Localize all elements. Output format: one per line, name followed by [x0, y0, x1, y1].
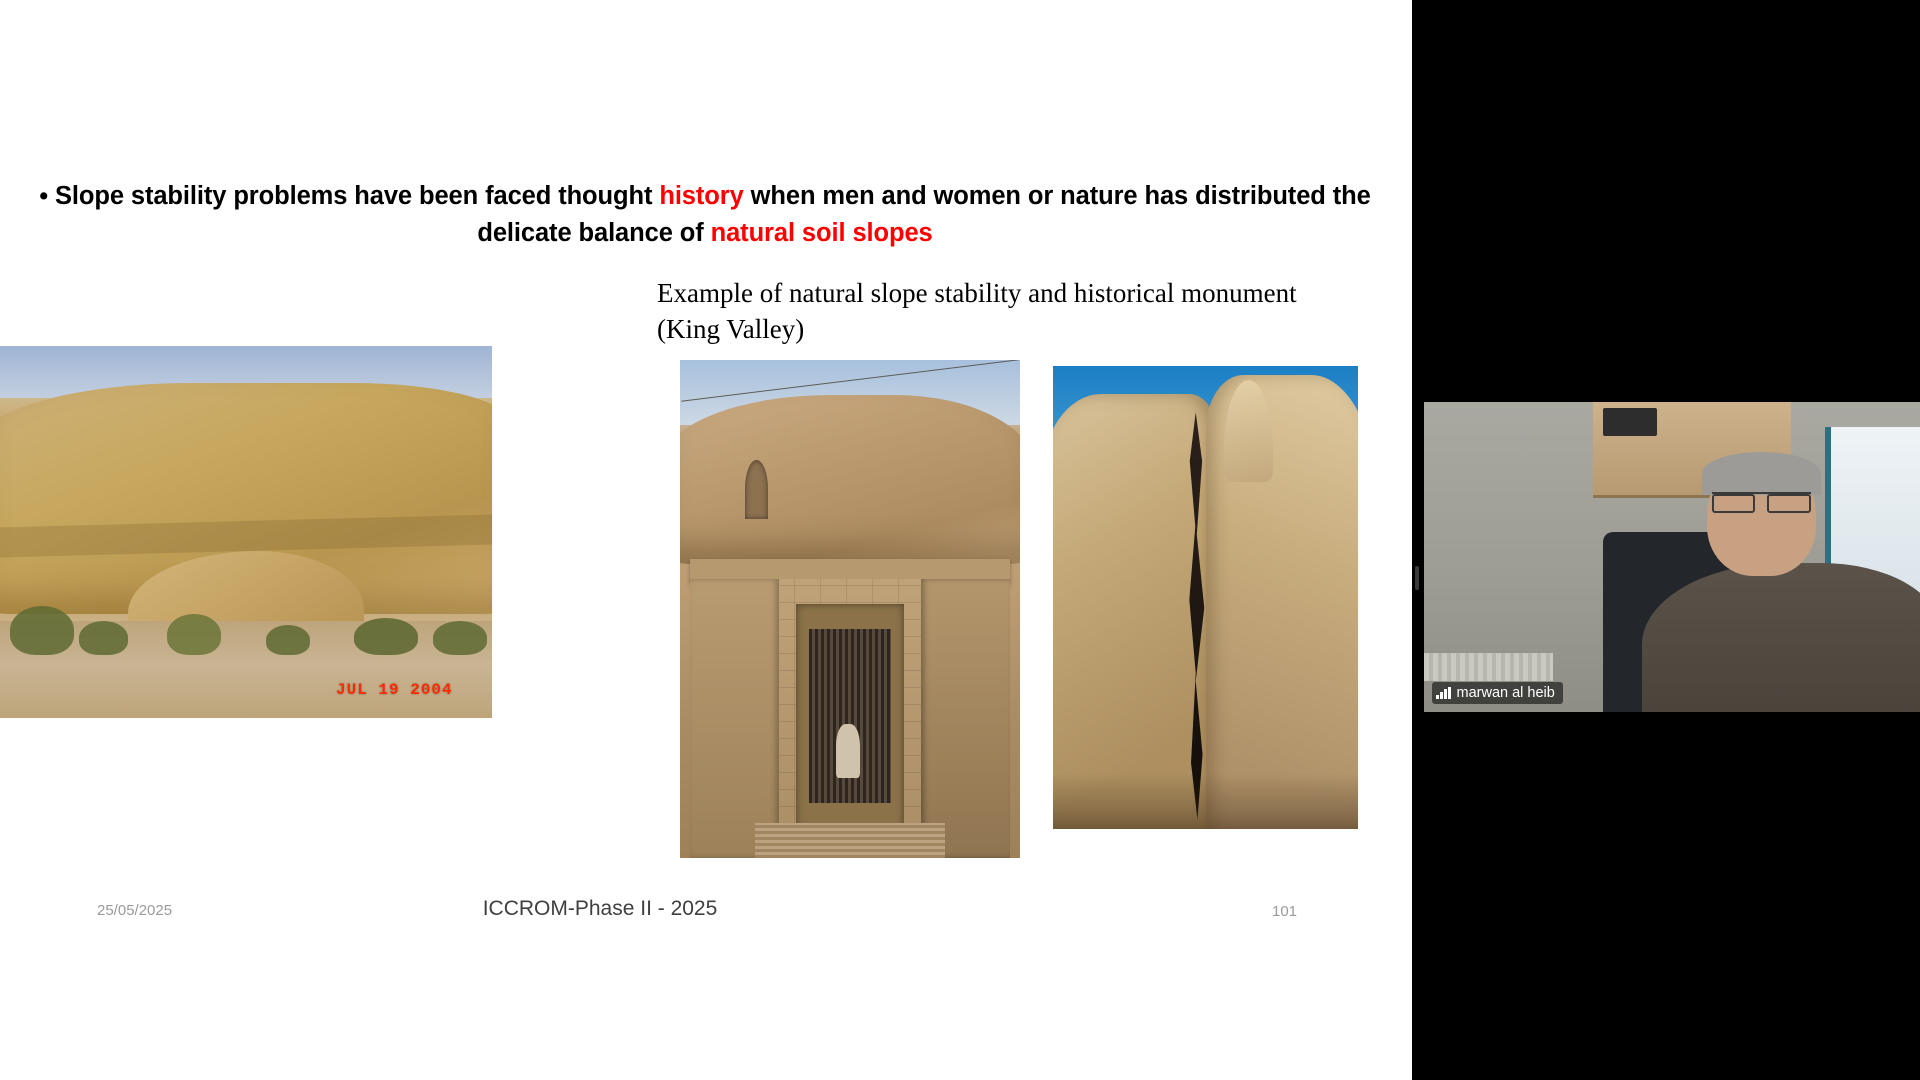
slide-footer-date: 25/05/2025	[97, 902, 173, 919]
video-background-radiator	[1424, 653, 1553, 681]
photo-ground	[0, 621, 492, 718]
slide-title-highlight-history: history	[659, 182, 744, 210]
photo-bush	[354, 618, 418, 655]
photo-temple-left-pylon	[690, 579, 778, 858]
slide-title-highlight-natural-soil-slopes: natural soil slopes	[710, 219, 933, 247]
meeting-participants-panel	[1412, 0, 1920, 1080]
video-background-cabinet-label	[1603, 408, 1658, 436]
temple-entrance-photo	[680, 360, 1020, 858]
participant-glasses	[1712, 492, 1811, 510]
slide-page-number: 101	[1272, 903, 1298, 920]
participant-hair	[1702, 452, 1821, 495]
photo-ground-shadow	[1053, 773, 1358, 829]
slide-footer-title: ICCROM-Phase II - 2025	[482, 897, 718, 920]
slide-title-text-part-1: Slope stability problems have been faced thought	[54, 182, 660, 210]
photo-bush	[79, 621, 128, 654]
signal-strength-icon	[1436, 687, 1451, 699]
photo-temple-right-pylon	[921, 579, 1009, 858]
slide-caption: Example of natural slope stability and historical monument (King Valley)	[657, 278, 1297, 344]
panel-resize-handle[interactable]	[1415, 566, 1419, 590]
photo-bush	[10, 606, 74, 654]
slide-title	[10, 178, 1400, 252]
slide-title-text-part-2: when men and women or nature has distributed the delicate balance of	[477, 182, 1371, 247]
photo-bush	[167, 614, 221, 655]
photo-bush	[433, 621, 487, 654]
photo-temple-figure	[836, 724, 860, 779]
participant-body	[1642, 563, 1920, 712]
photo-cliff-above-temple	[680, 395, 1020, 564]
photo-datestamp: JUL 19 2004	[336, 681, 453, 700]
cracked-rock-pillar-photo	[1053, 366, 1358, 829]
participant-nameplate	[1432, 682, 1563, 704]
desert-cliff-photo	[0, 346, 492, 718]
bullet-marker: •	[39, 182, 48, 210]
participant-name: marwan al heib	[1456, 685, 1555, 701]
participant-video-tile[interactable]	[1424, 402, 1920, 712]
photo-bush	[266, 625, 310, 655]
photo-temple-steps	[755, 823, 945, 858]
photo-rock-niche	[745, 460, 769, 520]
